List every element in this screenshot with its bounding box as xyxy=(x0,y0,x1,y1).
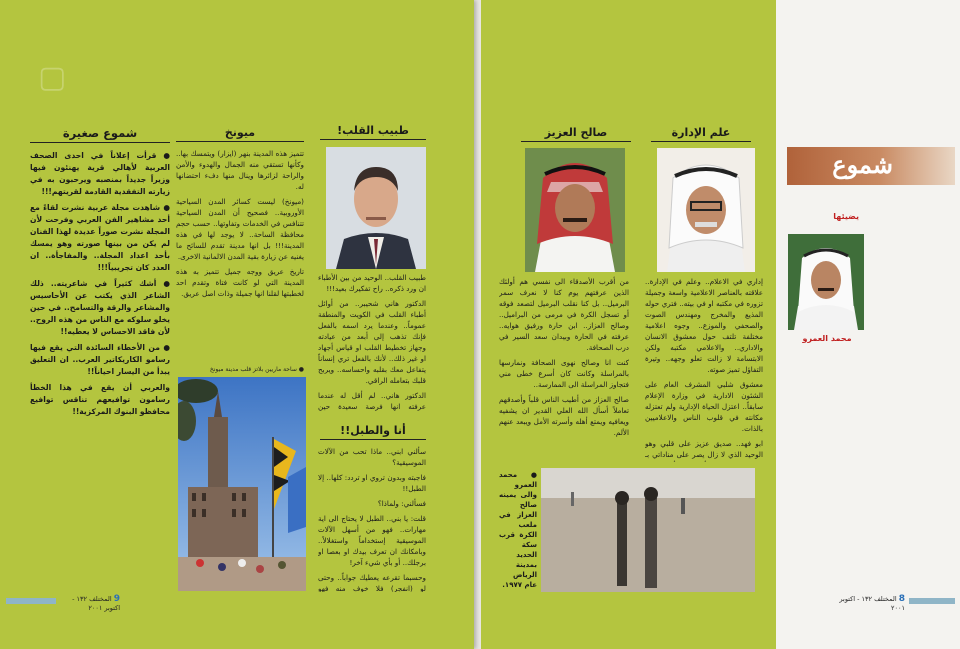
tabl-title: أنا والطبل!! xyxy=(320,424,426,440)
section-banner xyxy=(787,147,955,185)
paragraph: ● شاهدت مجلة عربية نشرت لقاءً مع أحد مشاهير الفن العربي وفرحت لأن المجلة نشرت صوراً عديدة لهذا الفنان لم يكن من بينها صورته وهو يمسك بأحد اعداد المجلة.. والمفاجأة.. ان العدد كان تجريبياً!!! xyxy=(30,203,170,272)
paragraph: فسألني: ولماذا؟ xyxy=(377,499,426,508)
footer-right xyxy=(825,594,905,612)
doctor-portrait xyxy=(326,147,426,269)
footer-left xyxy=(60,594,120,612)
tabl-column xyxy=(318,446,426,592)
left-page xyxy=(0,0,474,649)
footer-bar xyxy=(909,598,955,604)
tabib-title: طبيب القلب! xyxy=(320,124,426,140)
page-number: 8 xyxy=(898,594,905,604)
paragraph: (ميونخ) ليست كسائر المدن السياحية الأوروبية.. فصحيح أن المدن السياحية تتنافس في الخدمات وتفاوتها.. حسب حجم محافظة الساحة.. لا يوجد لها في هذه المدينة!!! بل انها مدينة تقدم للسائح ما يغنيه عن زيارة بقية المدن الالمانية الاخرى. xyxy=(176,197,304,261)
paragraph: والعربي أن يقع في هذا الخطأ رسامون توافيعهم تناقس توافيع محافظو البنوك المركزية!! xyxy=(30,383,170,416)
paragraph: طبيب القلب.. الوحيد من بين الأطباء ان ورد ذكره.. راح تفكيرك بعيد!!! xyxy=(318,273,426,293)
idara-portrait xyxy=(657,148,755,272)
paragraph: الدكتور هاني شحيبر.. من أوائل أطباء القلب في الكويت والمنطقة عموماً.. وعندما يرد اسمه بالفعل فإنك تذهب إلى أبعد من عيادته وجهاز تخطيط القلب او قياس أجهاد او غير ذلك.. لأنك بالفعل تري إنساناً يتفاعل معك بقلبه واحساسه.. ويربح قلبك بتعامله الراقي. xyxy=(318,299,426,385)
munich-photo xyxy=(178,377,306,591)
byline-label: يضيئها xyxy=(833,212,859,221)
paragraph: سألني ابني.. ماذا تحب من الآلات الموسيقية؟ xyxy=(318,447,426,467)
paragraph: الدكتور هاني.. لم أقل له عندما عرفته انها فرصة سعيدة حين xyxy=(318,391,426,411)
munich-title: ميونخ xyxy=(176,126,304,142)
tabib-column xyxy=(318,272,426,412)
footer-bar xyxy=(6,598,56,604)
paragraph: من أقرب الأصدقاء الى نفسي هم أولئك الذين عرفتهم يوم كنا لا نعرف سمر البرميل.. بل كنا نقلب البرميل لتصعد فوقه أو تسجل الكرة في مرمى من البراميل.. وصالح العزاز.. ابن حارة ورفيق هوايه.. عرفته في الحارة وبيدان سعد السير في درب الصحافة. xyxy=(499,277,629,352)
right-page xyxy=(481,0,960,649)
paragraph: فاجبته وبدون تروي او تردد: كلها.. إلا الطبل!! xyxy=(318,473,426,493)
shumoo-column xyxy=(30,150,170,590)
section-title: شموع xyxy=(832,150,893,179)
munich-caption: ● ساحة ماريين بلاتز قلب مدينة ميونخ xyxy=(209,366,304,373)
idara-column xyxy=(645,276,763,462)
issue-info: المختلف ١٣٢ - اكتوبر ٢٠٠١ xyxy=(839,595,905,612)
shumoo-title: شموع صغيرة xyxy=(30,126,170,143)
saleh-title: صالح العزيز xyxy=(521,126,631,142)
paragraph: معشوق شلبي المشرف العام على الشئون الادارية في وزارة الإعلام سابقاً.. اعتزل الحياة الإدارية ولم تعتزله مكانته في قلوب الناس والاعلاميين بالذات. xyxy=(645,380,763,433)
page-number: 9 xyxy=(113,594,120,604)
paragraph: تتميز هذه المدينة بنهر (ايزار) ويتمسك بها.. وكأنها تستقي منه الجمال والهدوء والأمن والراحة لزائرها وينال منها دفء احتضانها له. xyxy=(176,149,304,191)
paragraph: صالح العزاز من أطيب الناس قلباً وأصدقهم تعاملاً أسأل الله العلي القدير ان يشفيه ويعافيه ويمتع أهله وأسرته الأمل ويبعد عنهم الألم. xyxy=(499,395,629,437)
idara-title: علم الإدارة xyxy=(651,126,751,142)
paragraph: كنت انا وصالح نهوى الصحافة ونمارسها بالمراسلة وكانت كان أسرع خطى مني فتجاوز المراسلة الى الممارسة.. xyxy=(499,358,629,389)
paragraph: قلت: يا بني.. الطبل لا يحتاج الى اية مهارات.. فهو من أسهل الآلات الموسيقية إستخداماً واستغلالاً.. وبامكانك ان تعرف بيدك او بعصا او برجلك.. أو بأي شيء آخر! xyxy=(318,514,426,567)
saleh-portrait xyxy=(525,148,625,272)
paragraph: ● أشك كثيراً في شاعريته.. ذلك الشاعر الذي يكتب عن الأحاسيس والمشاعر والرقة والتسامح.. في حين يخلو سلوكه مع الناس من هذه الروح.. لأن فاقد الاحساس لا يعطيه!! xyxy=(30,279,170,336)
paragraph: ابو فهد.. صديق عزيز على قلبي وهو الوحيد الذي لا زال يصر على مناداتي بـ xyxy=(645,439,763,459)
author-name: محمد العمرو xyxy=(802,334,852,343)
paragraph: ● من الأخطاء السائدة التي يقع فيها رسامو الكاريكاتير العرب.. ان التعليق يبدأ من اليسار احياناً!! xyxy=(30,343,170,376)
author-portrait xyxy=(788,234,864,330)
football-caption: ● محمد العمرو والى يمينه صالح العزاز في ملعب الكرة قرب سكة الحديد بمدينة الرياض عام ١٩٧٧. xyxy=(499,471,537,589)
football-photo xyxy=(541,468,755,592)
saleh-column xyxy=(499,276,629,456)
paragraph: وحسبما تقرعه يعطيك جواباً.. وحتى لو (انفجر) فلا خوف منه فهو xyxy=(318,573,426,592)
munich-column xyxy=(176,148,304,358)
paragraph: ● قرأت إعلاناً في احدى الصحف العربية لأهالي قرية يهنئون فيها وزيراً جديداً بمنصبه ويرحبون به في زيارته التفقدية القادمة لقريتهم!!! xyxy=(30,151,170,196)
paragraph: تاريخ عريق ووجه جميل تتميز به هذه المدينة التي لو كانت فتاة وتقدم احد لخطبتها لقلنا انها جميلة وذات اصل عريق. xyxy=(176,267,304,298)
watermark-shape: ▢ xyxy=(38,60,67,95)
paragraph: إداري في الاعلام.. وعلم في الإدارة.. علاقته بالعناصر الاعلامية واسعة وجميلة تزوره في مكتبه او في بيته.. فتري حوله المذيع والمخرج ومهندس الصوت والصحفي والموزع.. وجوه اعلامية مختلفة تلتف حول معشوق الانسان والاداري.. والاعلامي مكتبه ولكن الابتسامة لا زالت تعلو وجهه.. وتيرة التفاؤل تميز صوته. xyxy=(645,277,763,374)
issue-info: المختلف ١٣٢ - اكتوبر ٢٠٠١ xyxy=(72,595,120,612)
